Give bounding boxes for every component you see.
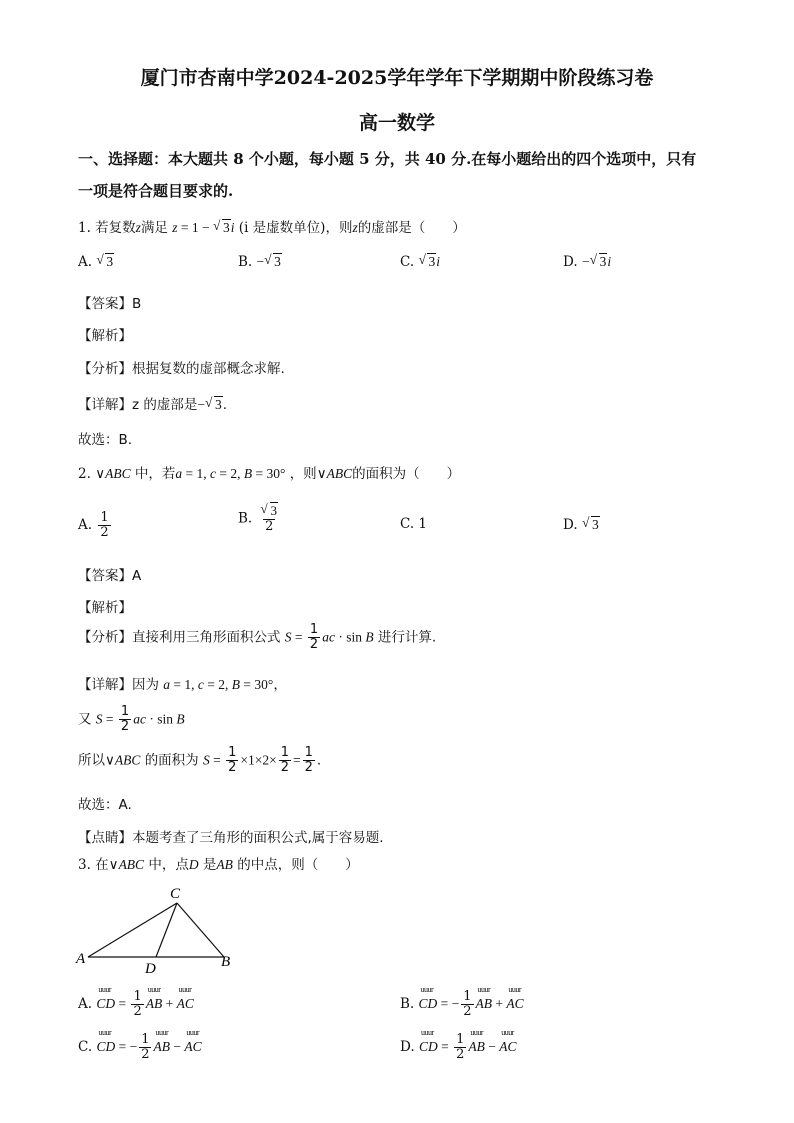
q1-answer: 【答案】B — [78, 296, 142, 312]
section-heading-line2: 一项是符合题目要求的. — [78, 182, 234, 200]
side-bc — [177, 903, 224, 957]
question-3-stem: 3. 在∨ABC 中，点D 是AB 的中点，则（ ） — [78, 857, 359, 873]
q1-xiangjie: 【详解】z 的虚部是−√ 3. — [78, 393, 227, 413]
q1-analysis-label: 【解析】 — [78, 328, 132, 344]
question-1-stem: 1. 若复数z满足 z = 1 − √ 3i (i 是虚数单位)，则z的虚部是（ ） — [78, 221, 466, 236]
q1-choose: 故选：B. — [78, 432, 133, 448]
q2-option-b[interactable]: B. √ $\frac{3}{2}$ — [238, 504, 282, 534]
page-title: 厦门市杏南中学2024-2025学年学年下学期期中阶段练习卷 — [140, 67, 654, 89]
q2-xiangjie: 【详解】因为 a = 1, c = 2, B = 30°， — [78, 677, 287, 693]
side-ac — [88, 903, 177, 957]
q3-option-d[interactable]: D. uuur CD = $\frac{1}{2}$ uuur AB − uuur AC — [400, 1033, 517, 1062]
q2-answer: 【答案】A — [78, 568, 142, 584]
q2-dianjing: 【点睛】本题考查了三角形的面积公式,属于容易题. — [78, 830, 384, 846]
question-2-stem: 2. ∨ABC 中，若a = 1, c = 2, B = 30° ，则∨ABC的面积为（ ） — [78, 466, 461, 482]
q3-option-b[interactable]: B. uuur CD = − $\frac{1}{2}$ uuur AB + uuur AC — [400, 990, 524, 1019]
q1-option-c[interactable]: C. √ 3i — [400, 255, 440, 270]
q2-option-c[interactable]: C. 1 — [400, 516, 428, 532]
triangle-diagram — [70, 883, 240, 978]
q2-fenxi: 【分析】直接利用三角形面积公式 S = $\frac{1}{2}$ ac · sin B 进行计算. — [78, 622, 437, 652]
q1-option-b[interactable]: B. −√ 3 — [238, 255, 282, 270]
q1-fenxi: 【分析】根据复数的虚部概念求解. — [78, 361, 285, 377]
label-b: B — [221, 954, 231, 970]
q1-option-d[interactable]: D. −√ 3i — [563, 255, 611, 270]
page-subtitle: 高一数学 — [358, 112, 435, 134]
q2-you: 又 S = $\frac{1}{2}$ ac · sin B — [78, 704, 185, 734]
q3-option-a[interactable]: A. uuur CD = $\frac{1}{2}$ uuur AB + uuur AC — [78, 990, 194, 1019]
section-heading-line1: 一、选择题：本大题共 8 个小题，每小题 5 分，共 40 分.在每小题给出的四个选项中，只有 — [78, 150, 697, 168]
q2-choose: 故选：A. — [78, 797, 132, 813]
label-d: D — [145, 961, 156, 977]
label-c: C — [170, 886, 181, 902]
q2-option-d[interactable]: D. √ 3 — [563, 518, 600, 533]
label-a: A — [76, 951, 86, 967]
q3-option-c[interactable]: C. uuur CD = − $\frac{1}{2}$ uuur AB − uuur AC — [78, 1033, 202, 1062]
segment-cd — [156, 903, 177, 957]
q1-option-a[interactable]: A. √ 3 — [78, 255, 114, 270]
q2-suoyi: 所以∨ABC 的面积为 S = $\frac{1}{2}$ ×1×2× $\frac{1}{2}$ = $\frac{1}{2}$ . — [78, 745, 322, 775]
q2-option-a[interactable]: A. $\frac{1}{2}$ — [78, 510, 109, 540]
q2-analysis-label: 【解析】 — [78, 600, 132, 616]
